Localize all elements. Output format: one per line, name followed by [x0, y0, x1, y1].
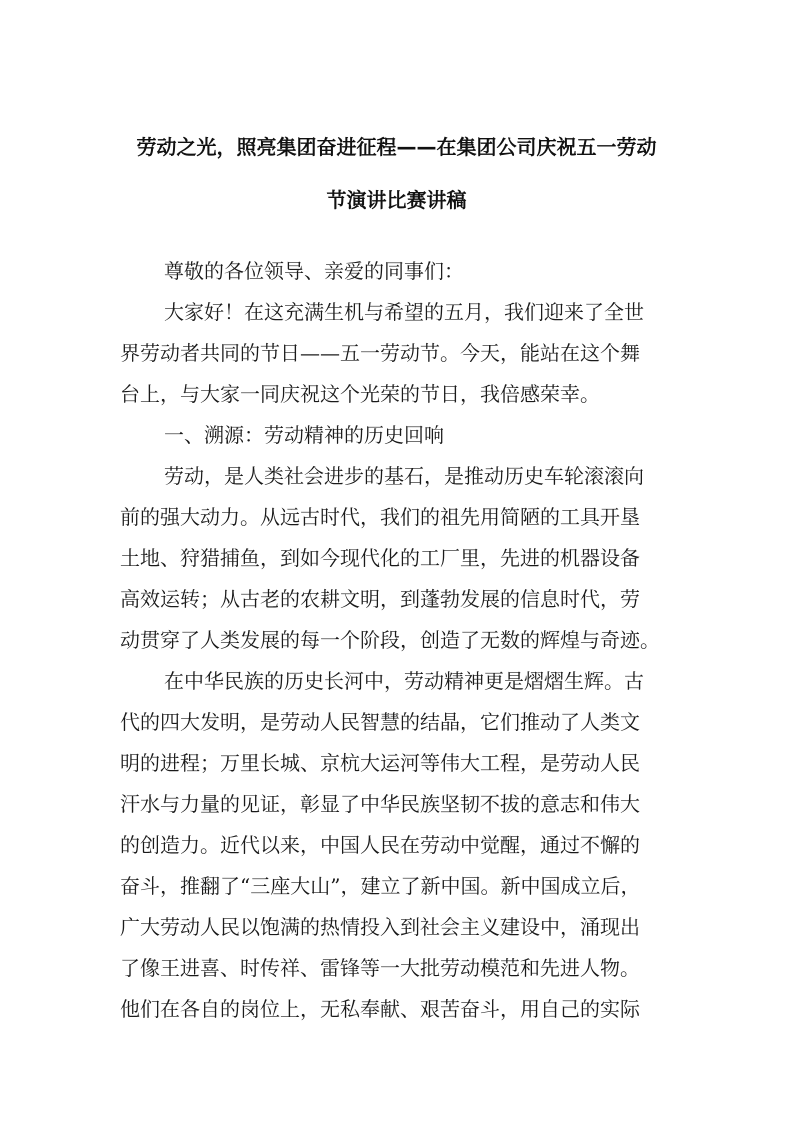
paragraph-line: 了像王进喜、时传祥、雷锋等一大批劳动模范和先进人物。: [120, 956, 640, 980]
paragraph-line: 的创造力。近代以来，中国人民在劳动中觉醒，通过不懈的: [120, 833, 640, 857]
paragraph-line: 奋斗，推翻了“三座大山”，建立了新中国。新中国成立后，: [120, 874, 641, 898]
paragraph-line: 动贯穿了人类发展的每一个阶段，创造了无数的辉煌与奇迹。: [120, 628, 660, 652]
section-heading: 一、溯源：劳动精神的历史回响: [164, 423, 444, 447]
paragraph-line: 他们在各自的岗位上，无私奉献、艰苦奋斗，用自己的实际: [120, 997, 640, 1021]
paragraph-line: 汗水与力量的见证，彰显了中华民族坚韧不拔的意志和伟大: [120, 792, 640, 816]
paragraph-line: 前的强大动力。从远古时代，我们的祖先用简陋的工具开垦: [120, 505, 640, 529]
paragraph-line: 大家好！在这充满生机与希望的五月，我们迎来了全世: [164, 300, 644, 324]
document-title-line-1: 劳动之光，照亮集团奋进征程——在集团公司庆祝五一劳动: [136, 135, 657, 159]
paragraph-line: 代的四大发明，是劳动人民智慧的结晶，它们推动了人类文: [120, 710, 640, 734]
paragraph-line: 土地、狩猎捕鱼，到如今现代化的工厂里，先进的机器设备: [120, 546, 640, 570]
salutation: 尊敬的各位领导、亲爱的同事们：: [164, 259, 464, 283]
paragraph-line: 高效运转；从古老的农耕文明，到蓬勃发展的信息时代，劳: [120, 587, 640, 611]
paragraph-line: 界劳动者共同的节日——五一劳动节。今天，能站在这个舞: [120, 341, 640, 365]
paragraph-line: 在中华民族的历史长河中，劳动精神更是熠熠生辉。古: [164, 669, 644, 693]
paragraph-line: 广大劳动人民以饱满的热情投入到社会主义建设中，涌现出: [120, 915, 640, 939]
paragraph-line: 台上，与大家一同庆祝这个光荣的节日，我倍感荣幸。: [120, 382, 600, 406]
paragraph-line: 劳动，是人类社会进步的基石，是推动历史车轮滚滚向: [164, 464, 644, 488]
document-title-line-2: 节演讲比赛讲稿: [326, 188, 467, 212]
paragraph-line: 明的进程；万里长城、京杭大运河等伟大工程，是劳动人民: [120, 751, 640, 775]
document-body: [120, 251, 680, 1030]
